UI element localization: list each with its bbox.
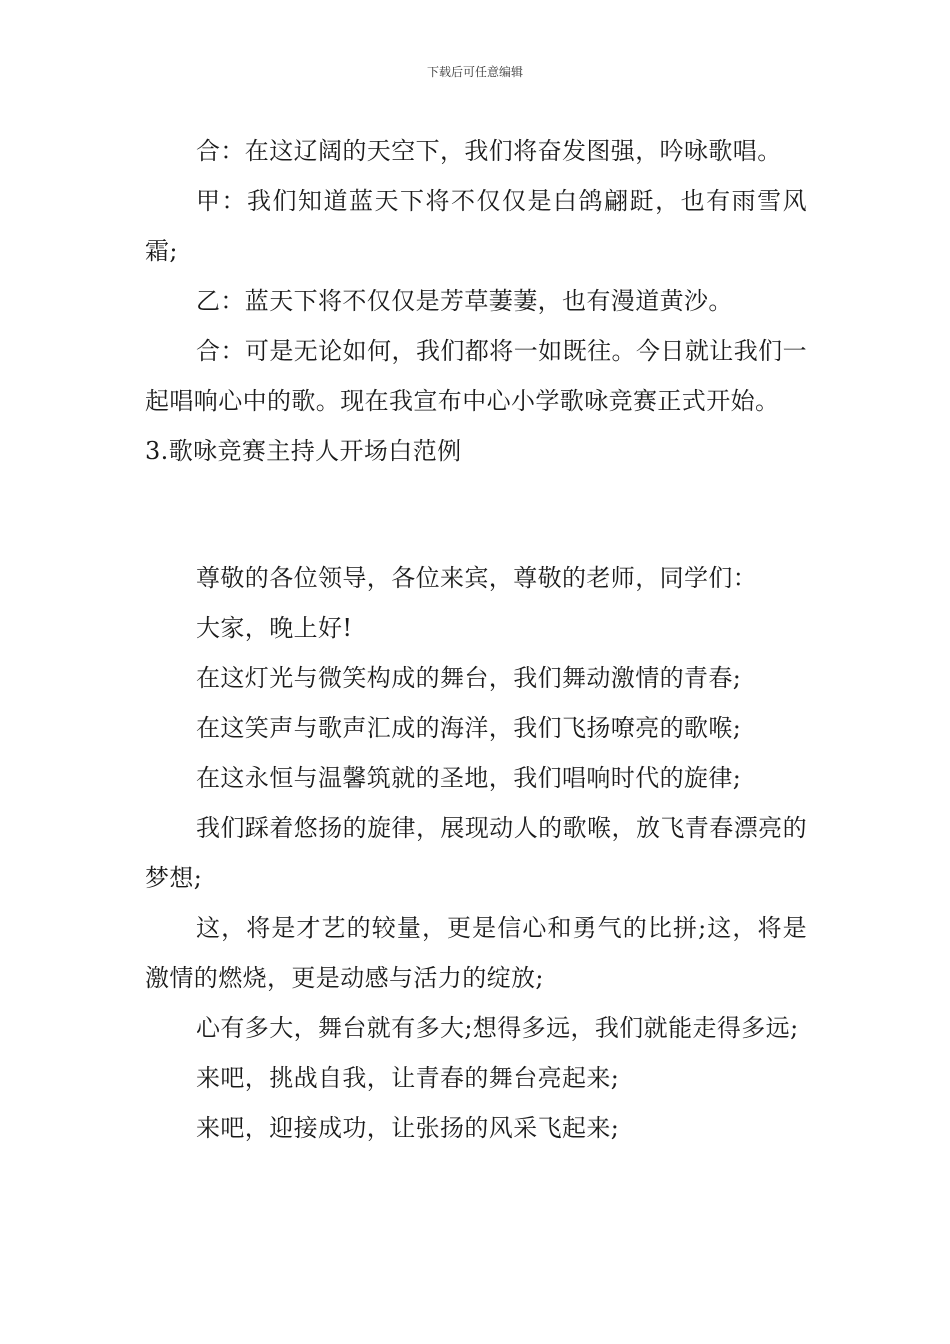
dialogue-paragraph-4: 合：可是无论如何，我们都将一如既往。今日就让我们一起唱响心中的歌。现在我宣布中心小学歌咏竞赛正式开始。: [145, 337, 807, 415]
dialogue-paragraph-1: 合：在这辽阔的天空下，我们将奋发图强，吟咏歌唱。: [196, 137, 782, 165]
speech-paragraph-2: 大家，晚上好!: [196, 614, 353, 642]
speech-paragraph-10: 来吧，迎接成功，让张扬的风采飞起来;: [196, 1114, 620, 1142]
speech-paragraph-8: 心有多大，舞台就有多大;想得多远，我们就能走得多远;: [196, 1014, 799, 1042]
dialogue-paragraph-2: 甲：我们知道蓝天下将不仅仅是白鸽翩跹，也有雨雪风霜;: [145, 187, 807, 265]
document-body: [145, 126, 807, 1153]
section-spacer: [145, 476, 807, 553]
speech-paragraph-5: 在这永恒与温馨筑就的圣地，我们唱响时代的旋律;: [196, 764, 742, 792]
speech-paragraph-3: 在这灯光与微笑构成的舞台，我们舞动激情的青春;: [196, 664, 742, 692]
speech-paragraph-7: 这，将是才艺的较量，更是信心和勇气的比拼;这，将是激情的燃烧，更是动感与活力的绽放;: [145, 914, 807, 992]
speech-paragraph-6: 我们踩着悠扬的旋律，展现动人的歌喉，放飞青春漂亮的梦想;: [145, 814, 807, 892]
page-header: 下载后可任意编辑: [426, 65, 523, 79]
speech-paragraph-1: 尊敬的各位领导，各位来宾，尊敬的老师，同学们：: [196, 564, 758, 592]
dialogue-paragraph-3: 乙：蓝天下将不仅仅是芳草萋萋，也有漫道黄沙。: [196, 287, 733, 315]
section-heading: 3.歌咏竞赛主持人开场白范例: [145, 437, 462, 465]
speech-paragraph-9: 来吧，挑战自我，让青春的舞台亮起来;: [196, 1064, 620, 1092]
speech-paragraph-4: 在这笑声与歌声汇成的海洋，我们飞扬嘹亮的歌喉;: [196, 714, 742, 742]
